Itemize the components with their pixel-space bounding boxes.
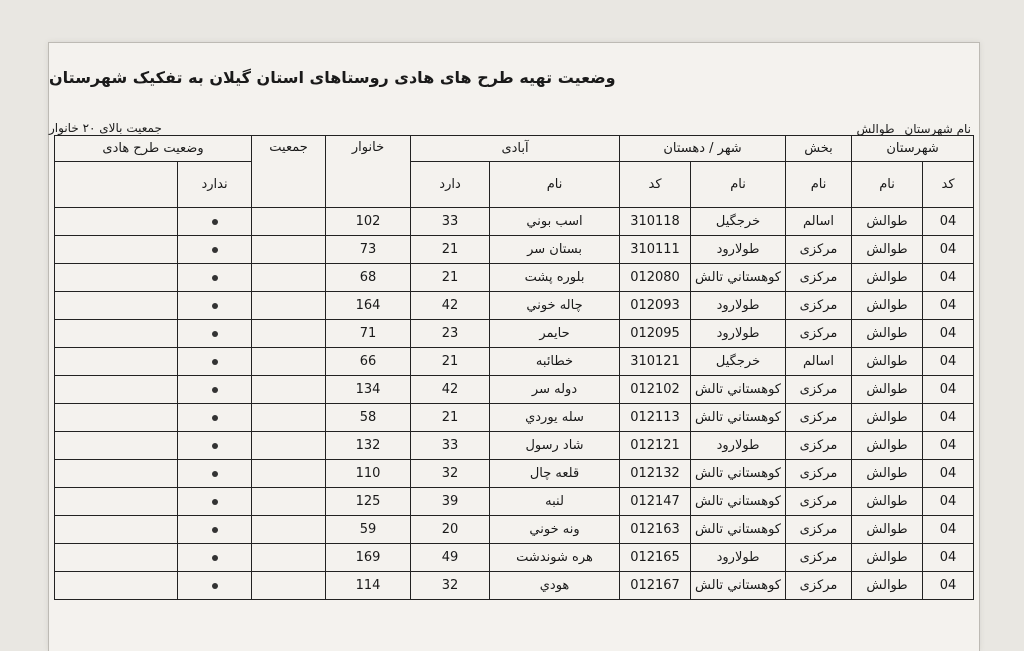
village-code-cell: 310121 [620,348,691,376]
district-cell: کوهستاني تالش [691,516,786,544]
no-plan-mark-icon [212,387,218,393]
villages-table [54,135,974,600]
table-row [55,348,974,376]
county-name-cell: طوالش [852,236,923,264]
no-plan-mark-icon [212,527,218,533]
county-name-cell: طوالش [852,572,923,600]
households-cell: 33 [411,432,490,460]
households-cell: 21 [411,404,490,432]
county-code-cell: 04 [923,404,974,432]
has-plan-cell [252,432,326,460]
county-code-cell: 04 [923,572,974,600]
county-code-cell: 04 [923,320,974,348]
table-row [55,572,974,600]
no-plan-cell [178,376,252,404]
table-row [55,208,974,236]
has-plan-cell [252,236,326,264]
population-filter-note: جمعیت بالای ۲۰ خانوار [49,121,162,135]
header-county-code: کد [923,162,974,208]
district-cell: کوهستاني تالش [691,404,786,432]
county-code-cell: 04 [923,236,974,264]
population-cell: 114 [326,572,411,600]
section-cell: مرکزی [786,572,852,600]
district-cell: کوهستاني تالش [691,460,786,488]
table-row [55,264,974,292]
households-cell: 39 [411,488,490,516]
table-header [55,136,974,208]
no-plan-cell [178,432,252,460]
has-plan-cell [252,264,326,292]
plan-year-cell [55,236,178,264]
plan-year-cell [55,292,178,320]
district-cell: کوهستاني تالش [691,572,786,600]
header-plan-status: وضعیت طرح هادی [55,136,252,162]
has-plan-cell [252,320,326,348]
no-plan-cell [178,348,252,376]
no-plan-cell [178,292,252,320]
header-city-district: شهر / دهستان [620,136,786,162]
households-cell: 21 [411,236,490,264]
county-name-cell: طوالش [852,208,923,236]
document-sheet [48,42,980,651]
village-code-cell: 012095 [620,320,691,348]
population-cell: 164 [326,292,411,320]
village-name-cell: هره شوندشت [490,544,620,572]
plan-year-cell [55,404,178,432]
table-row [55,460,974,488]
county-name-cell: طوالش [852,460,923,488]
county-code-cell: 04 [923,488,974,516]
table-body [55,208,974,600]
section-cell: مرکزی [786,544,852,572]
district-cell: کوهستاني تالش [691,264,786,292]
county-code-cell: 04 [923,516,974,544]
plan-year-cell [55,516,178,544]
county-code-cell: 04 [923,208,974,236]
population-cell: 102 [326,208,411,236]
no-plan-mark-icon [212,359,218,365]
county-name-cell: طوالش [852,376,923,404]
village-name-cell: خطائبه [490,348,620,376]
households-cell: 32 [411,572,490,600]
section-cell: مرکزی [786,376,852,404]
section-cell: اسالم [786,348,852,376]
table-row [55,488,974,516]
county-code-cell: 04 [923,348,974,376]
district-cell: طولارود [691,292,786,320]
county-info [857,122,971,136]
households-cell: 32 [411,460,490,488]
no-plan-cell [178,208,252,236]
county-name-cell: طوالش [852,404,923,432]
has-plan-cell [252,404,326,432]
village-code-cell: 012093 [620,292,691,320]
district-cell: کوهستاني تالش [691,488,786,516]
plan-year-cell [55,348,178,376]
district-cell: خرجگیل [691,348,786,376]
section-cell: مرکزی [786,488,852,516]
village-code-cell: 012102 [620,376,691,404]
county-name-cell: طوالش [852,292,923,320]
population-cell: 66 [326,348,411,376]
county-code-cell: 04 [923,264,974,292]
plan-year-cell [55,572,178,600]
no-plan-cell [178,404,252,432]
no-plan-mark-icon [212,331,218,337]
village-code-cell: 310111 [620,236,691,264]
population-cell: 132 [326,432,411,460]
table-row [55,376,974,404]
no-plan-cell [178,516,252,544]
no-plan-cell [178,572,252,600]
village-name-cell: هودي [490,572,620,600]
plan-year-cell [55,264,178,292]
report-title: وضعیت تهیه طرح های هادی روستاهای استان گیلان به تفکیک شهرستان [49,68,616,87]
section-cell: مرکزی [786,460,852,488]
population-cell: 125 [326,488,411,516]
header-county-name: نام [852,162,923,208]
section-cell: اسالم [786,208,852,236]
county-name-cell: طوالش [852,264,923,292]
no-plan-cell [178,236,252,264]
table-row [55,292,974,320]
district-cell: طولارود [691,236,786,264]
table-row [55,544,974,572]
plan-year-cell [55,208,178,236]
village-name-cell: شاد رسول [490,432,620,460]
section-cell: مرکزی [786,516,852,544]
households-cell: 20 [411,516,490,544]
plan-year-cell [55,432,178,460]
village-name-cell: دوله سر [490,376,620,404]
village-name-cell: لنبه [490,488,620,516]
county-code-cell: 04 [923,376,974,404]
header-village: آبادی [411,136,620,162]
village-code-cell: 012121 [620,432,691,460]
county-value: طوالش [856,122,895,136]
county-name-cell: طوالش [852,432,923,460]
no-plan-mark-icon [212,415,218,421]
county-code-cell: 04 [923,544,974,572]
village-code-cell: 012163 [620,516,691,544]
has-plan-cell [252,544,326,572]
table-row [55,404,974,432]
has-plan-cell [252,208,326,236]
district-cell: طولارود [691,320,786,348]
no-plan-cell [178,320,252,348]
village-code-cell: 012080 [620,264,691,292]
households-cell: 21 [411,348,490,376]
plan-year-cell [55,460,178,488]
section-cell: مرکزی [786,292,852,320]
has-plan-cell [252,516,326,544]
population-cell: 73 [326,236,411,264]
county-code-cell: 04 [923,432,974,460]
village-code-cell: 012167 [620,572,691,600]
no-plan-mark-icon [212,443,218,449]
has-plan-cell [252,460,326,488]
village-name-cell: چاله خوني [490,292,620,320]
county-code-cell: 04 [923,292,974,320]
population-cell: 58 [326,404,411,432]
county-code-cell: 04 [923,460,974,488]
table-row [55,432,974,460]
no-plan-mark-icon [212,499,218,505]
header-section: بخش [786,136,852,162]
households-cell: 21 [411,264,490,292]
village-name-cell: بلوره پشت [490,264,620,292]
village-name-cell: بستان سر [490,236,620,264]
header-county: شهرستان [852,136,974,162]
has-plan-cell [252,572,326,600]
no-plan-cell [178,544,252,572]
county-name-cell: طوالش [852,544,923,572]
village-code-cell: 012132 [620,460,691,488]
header-no-plan: ندارد [178,162,252,208]
no-plan-cell [178,488,252,516]
section-cell: مرکزی [786,236,852,264]
header-village-code: کد [620,162,691,208]
plan-year-cell [55,320,178,348]
section-cell: مرکزی [786,320,852,348]
population-cell: 68 [326,264,411,292]
has-plan-cell [252,488,326,516]
section-cell: مرکزی [786,264,852,292]
households-cell: 42 [411,376,490,404]
district-cell: خرجگیل [691,208,786,236]
households-cell: 33 [411,208,490,236]
no-plan-cell [178,460,252,488]
county-name-cell: طوالش [852,516,923,544]
section-cell: مرکزی [786,432,852,460]
village-name-cell: ونه خوني [490,516,620,544]
county-name-cell: طوالش [852,320,923,348]
table-row [55,516,974,544]
population-cell: 110 [326,460,411,488]
village-name-cell: سله يوردي [490,404,620,432]
section-cell: مرکزی [786,404,852,432]
village-code-cell: 012165 [620,544,691,572]
no-plan-mark-icon [212,247,218,253]
no-plan-mark-icon [212,275,218,281]
no-plan-mark-icon [212,471,218,477]
no-plan-cell [178,264,252,292]
table-row [55,236,974,264]
population-cell: 134 [326,376,411,404]
population-cell: 59 [326,516,411,544]
no-plan-mark-icon [212,303,218,309]
has-plan-cell [252,292,326,320]
plan-year-cell [55,376,178,404]
district-cell: کوهستاني تالش [691,376,786,404]
has-plan-cell [252,376,326,404]
table-row [55,320,974,348]
population-cell: 169 [326,544,411,572]
header-households: خانوار [326,136,411,208]
village-code-cell: 310118 [620,208,691,236]
plan-year-cell [55,488,178,516]
village-code-cell: 012113 [620,404,691,432]
district-cell: طولارود [691,432,786,460]
village-name-cell: اسب بوني [490,208,620,236]
has-plan-cell [252,348,326,376]
district-cell: طولارود [691,544,786,572]
header-section-name: نام [786,162,852,208]
no-plan-mark-icon [212,583,218,589]
population-cell: 71 [326,320,411,348]
no-plan-mark-icon [212,219,218,225]
county-label: نام شهرستان [904,122,971,136]
header-has-plan: دارد [411,162,490,208]
no-plan-mark-icon [212,555,218,561]
village-code-cell: 012147 [620,488,691,516]
header-population: جمعیت [252,136,326,208]
header-village-name: نام [490,162,620,208]
county-name-cell: طوالش [852,488,923,516]
village-name-cell: قلعه چال [490,460,620,488]
plan-year-cell [55,544,178,572]
households-cell: 42 [411,292,490,320]
village-name-cell: حايمر [490,320,620,348]
households-cell: 49 [411,544,490,572]
header-district-name: نام [691,162,786,208]
county-name-cell: طوالش [852,348,923,376]
households-cell: 23 [411,320,490,348]
